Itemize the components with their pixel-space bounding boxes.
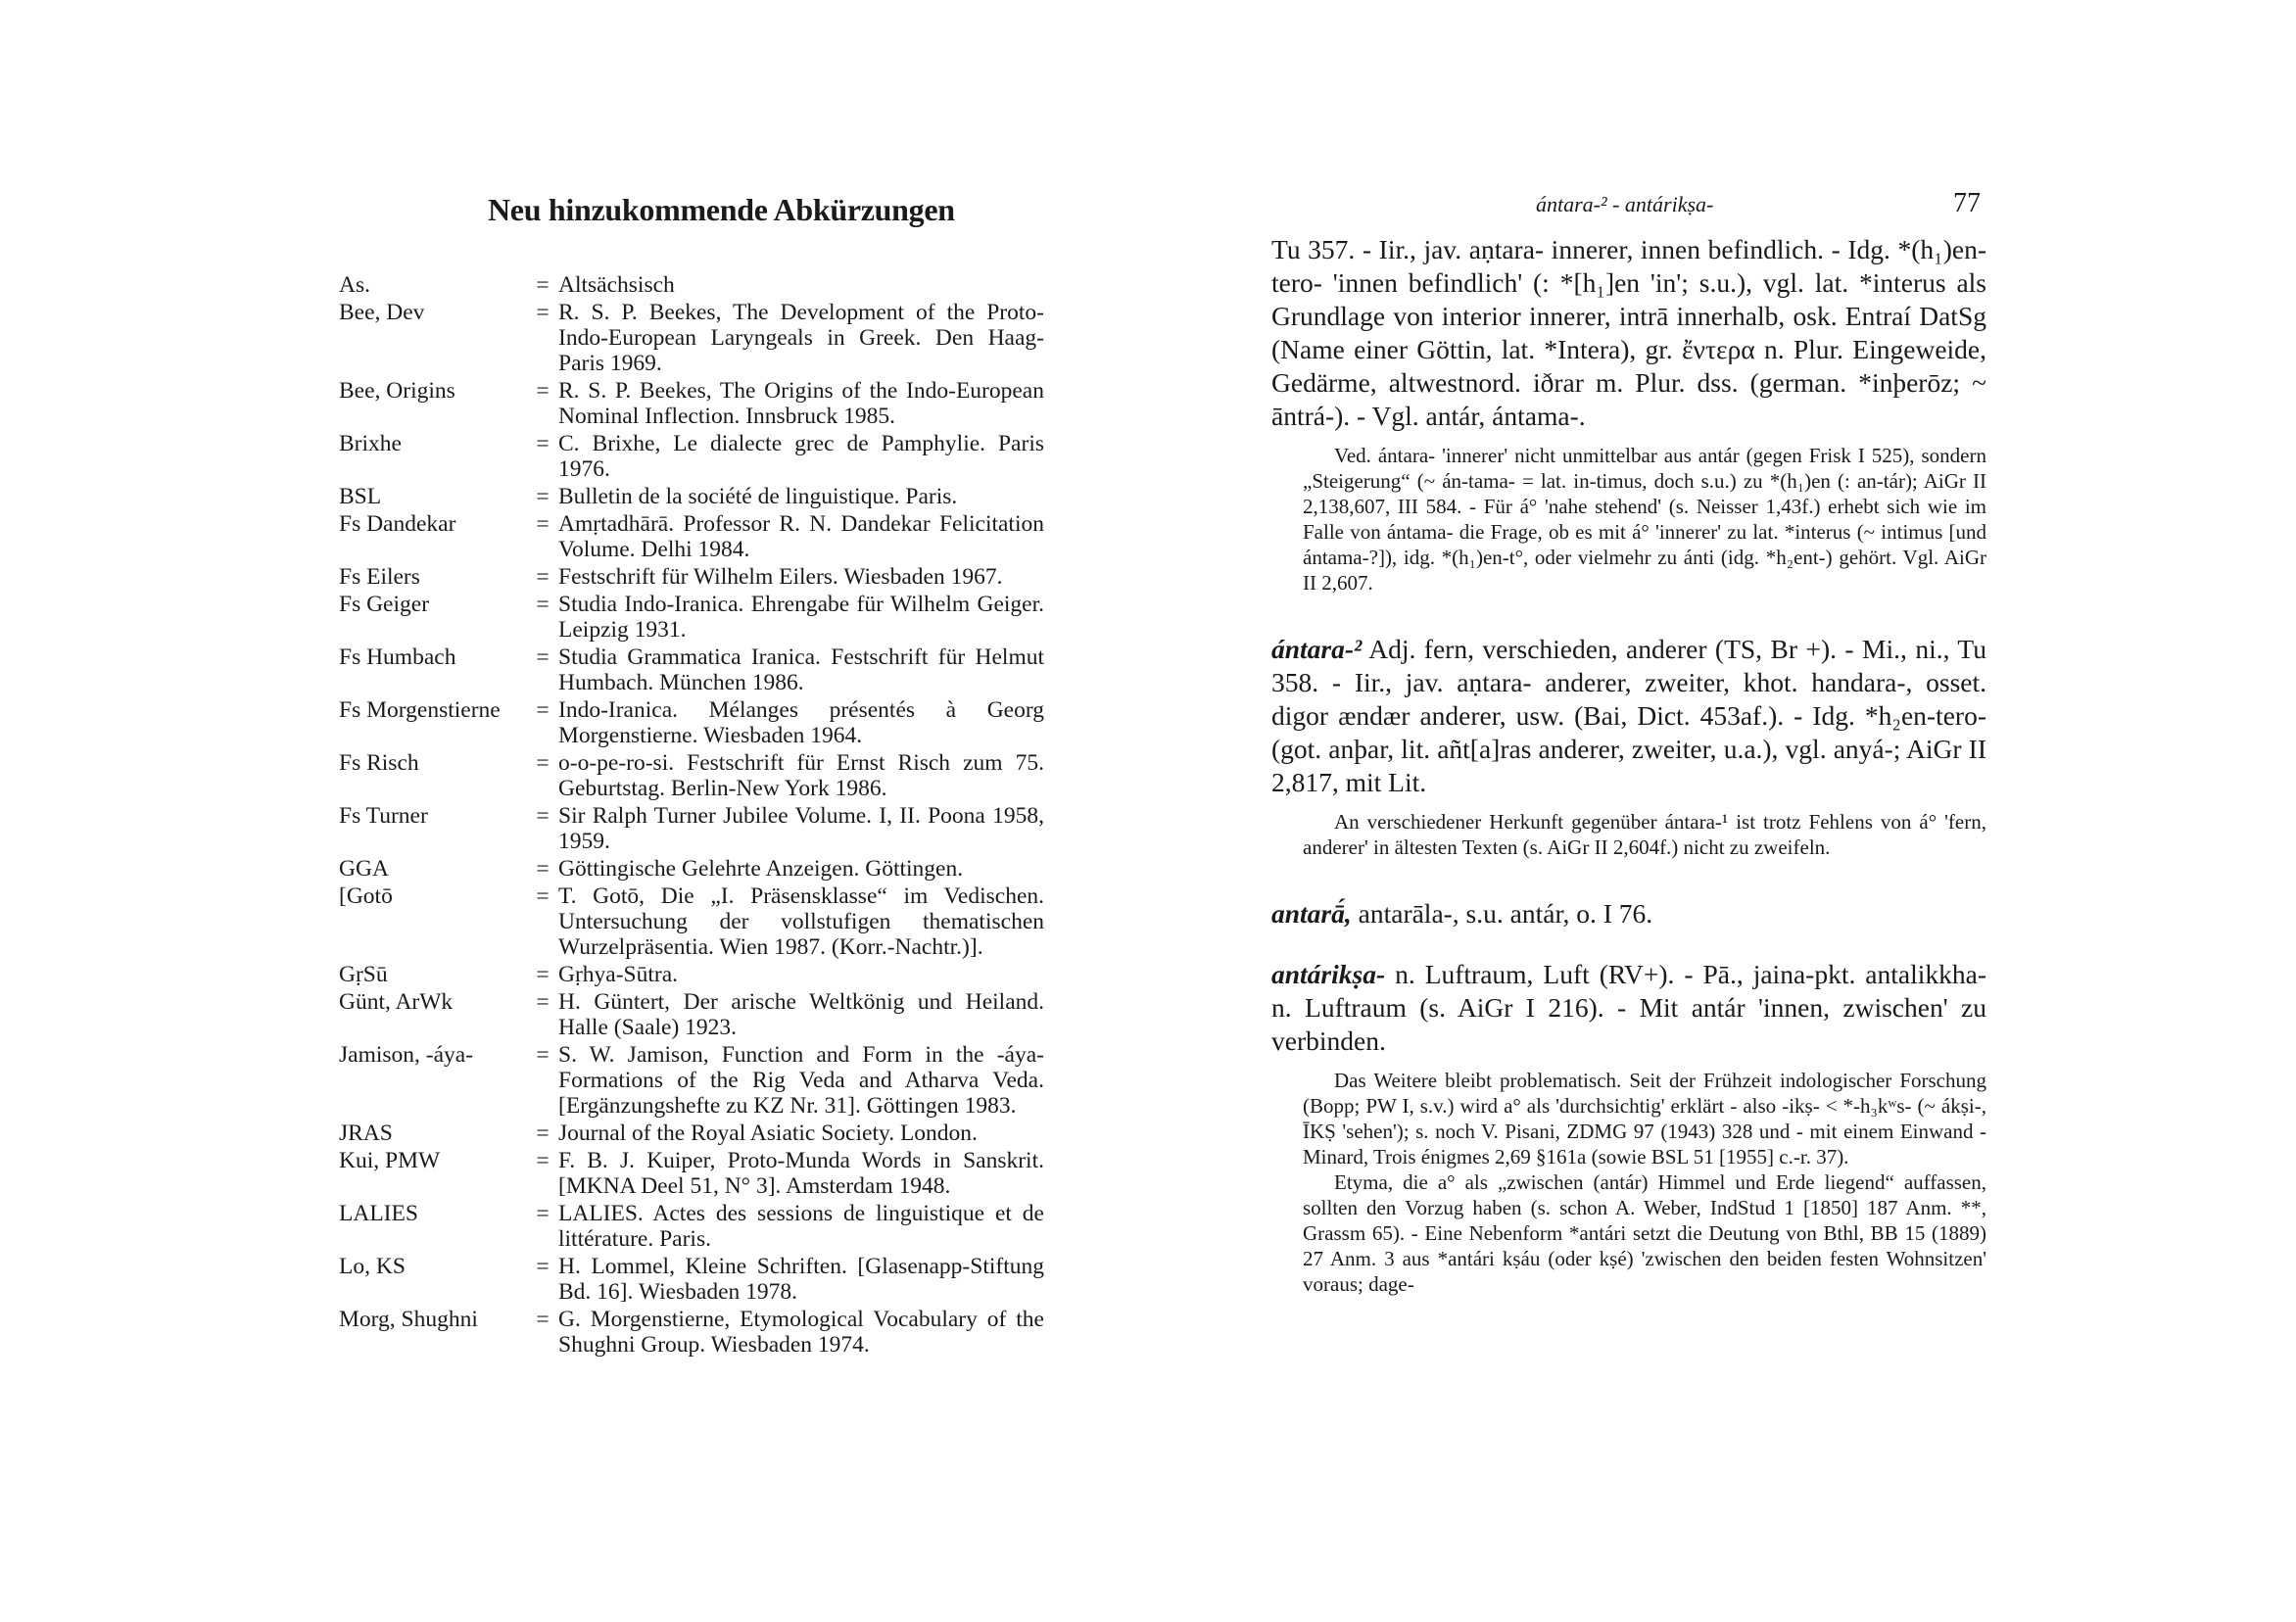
entry-note: Etyma, die a° als „zwischen (antár) Himmel und Erde liegend“ auffassen, sollten den Vorzug haben (s. schon A. Weber, IndStud 1 [1850] 187 Anm. **, Grassm 65). - Eine Nebenform *antári setzt die Deutung von Bthl, BB 15 (1889) 27 Anm. 3 aus *antári kṣáu (oder kṣé) 'zwischen den beiden festen Wohnsitzen' voraus; dage- — [1303, 1170, 1986, 1296]
abbreviation-row — [339, 989, 1064, 1040]
page-title: Neu hinzukommende Abkürzungen — [488, 192, 955, 227]
entry-note: An verschiedener Herkunft gegenüber ántara-¹ ist trotz Fehlens von á° 'fern, anderer' in ältesten Texten (s. AiGr II 2,604f.) nicht zu zweifeln. — [1303, 810, 1986, 859]
entry-text: n. Luftraum, Luft (RV+). - Pā., jaina-pkt. antalikkha- n. Luftraum (s. AiGr I 216). - Mit antár 'innen, zwischen' zu verbinden. — [1271, 959, 1986, 1056]
entry-text: antarāla-, s.u. antár, o. I 76. — [1358, 898, 1653, 929]
right-page — [1148, 0, 2296, 1622]
equals-sign: = — [536, 1042, 550, 1068]
equals-sign: = — [536, 592, 550, 617]
abbreviation-definition: Festschrift für Wilhelm Eilers. Wiesbaden 1967. — [558, 564, 1003, 590]
running-head: ántara-² - antárikṣa- — [1536, 192, 1714, 216]
abbreviation-row — [339, 1307, 1064, 1358]
abbreviation-term: Jamison, -áya- — [339, 1042, 474, 1068]
abbreviation-definition: Indo-Iranica. Mélanges présentés à Georg Morgenstierne. Wiesbaden 1964. — [558, 697, 1044, 748]
equals-sign: = — [536, 856, 550, 882]
abbreviation-definition: Studia Grammatica Iranica. Festschrift für Helmut Humbach. München 1986. — [558, 644, 1044, 695]
abbreviation-definition: LALIES. Actes des sessions de linguistique et de littérature. Paris. — [558, 1201, 1044, 1252]
equals-sign: = — [536, 1201, 550, 1226]
abbreviation-term: LALIES — [339, 1201, 418, 1226]
abbreviation-definition: Amṛtadhārā. Professor R. N. Dandekar Felicitation Volume. Delhi 1984. — [558, 511, 1044, 562]
abbreviation-definition: F. B. J. Kuiper, Proto-Munda Words in Sanskrit. [MKNA Deel 51, N° 3]. Amsterdam 1948. — [558, 1148, 1044, 1199]
abbreviation-row — [339, 378, 1064, 429]
abbreviation-definition: Bulletin de la société de linguistique. Paris. — [558, 484, 958, 509]
abbreviation-list — [339, 272, 1064, 1360]
entry-antara-2 — [1271, 633, 1986, 799]
headword: ántara-² — [1271, 634, 1363, 664]
abbreviation-term: GGA — [339, 856, 389, 882]
equals-sign: = — [536, 564, 550, 590]
abbreviation-term: Fs Risch — [339, 750, 419, 776]
abbreviation-term: Brixhe — [339, 431, 402, 456]
abbreviation-definition: R. S. P. Beekes, The Origins of the Indo-European Nominal Inflection. Innsbruck 1985. — [558, 378, 1044, 429]
entry-continuation: Tu 357. - Iir., jav. aṇtara- innerer, innen befindlich. - Idg. *(h₁)en-tero- 'innen befindlich' (: *[h₁]en 'in'; s.u.), vgl. lat. *interus als Grundlage von interior innerer, intrā innerhalb, osk. Entraí DatSg (Name einer Göttin, lat. *Intera), gr. ἔντερα n. Plur. Eingeweide, Gedärme, altwestnord. iðrar m. Plur. dss. (german. *inþerōz; ~ āntrá-). - Vgl. antár, ántama-. — [1271, 234, 1986, 431]
abbreviation-term: [Gotō — [339, 883, 393, 909]
abbreviation-definition: H. Güntert, Der arische Weltkönig und Heiland. Halle (Saale) 1923. — [558, 989, 1044, 1040]
abbreviation-term: Bee, Dev — [339, 300, 425, 325]
abbreviation-row — [339, 750, 1064, 801]
abbreviation-definition: G. Morgenstierne, Etymological Vocabulary of the Shughni Group. Wiesbaden 1974. — [558, 1307, 1044, 1358]
abbreviation-definition: Journal of the Royal Asiatic Society. London. — [558, 1121, 978, 1146]
entry-note: Ved. ántara- 'innerer' nicht unmittelbar aus antár (gegen Frisk I 525), sondern „Steigerung“ (~ án-tama- = lat. in-timus, doch s.u.) zu *(h₁)en (: an-tár); AiGr II 2,138,607, III 584. - Für á° 'nahe stehend' (s. Neisser 1,43f.) erhebt sich wie im Falle von ántama- die Frage, ob es mit á° 'innerer' zu lat. *interus (~ intimus [und ántama-?]), idg. *(h₁)en-t°, oder vielmehr zu ánti (idg. *h₂ent-) gehört. Vgl. AiGr II 2,607. — [1303, 444, 1986, 595]
entry-antariksa — [1271, 958, 1986, 1058]
equals-sign: = — [536, 1307, 550, 1332]
abbreviation-row — [339, 272, 1064, 298]
abbreviation-row — [339, 300, 1064, 376]
abbreviation-row — [339, 592, 1064, 643]
equals-sign: = — [536, 803, 550, 829]
entry-antara — [1271, 897, 1986, 930]
abbreviation-term: Fs Dandekar — [339, 511, 456, 537]
abbreviation-term: Kui, PMW — [339, 1148, 441, 1173]
abbreviation-definition: Sir Ralph Turner Jubilee Volume. I, II. Poona 1958, 1959. — [558, 803, 1044, 854]
abbreviation-term: JRAS — [339, 1121, 393, 1146]
abbreviation-row — [339, 1042, 1064, 1119]
equals-sign: = — [536, 431, 550, 456]
abbreviation-row — [339, 484, 1064, 509]
headword: antarā́, — [1271, 898, 1352, 929]
abbreviation-definition: S. W. Jamison, Function and Form in the -áya-Formations of the Rig Veda and Atharva Veda. [Ergänzungshefte zu KZ Nr. 31]. Göttingen 1983. — [558, 1042, 1044, 1119]
equals-sign: = — [536, 511, 550, 537]
abbreviation-term: Bee, Origins — [339, 378, 455, 404]
abbreviation-definition: o-o-pe-ro-si. Festschrift für Ernst Risch zum 75. Geburtstag. Berlin-New York 1986. — [558, 750, 1044, 801]
abbreviation-row — [339, 962, 1064, 987]
abbreviation-term: Morg, Shughni — [339, 1307, 478, 1332]
abbreviation-definition: R. S. P. Beekes, The Development of the Proto-Indo-European Laryngeals in Greek. Den Haag-Paris 1969. — [558, 300, 1044, 376]
abbreviation-definition: Altsächsisch — [558, 272, 675, 298]
abbreviation-term: BSL — [339, 484, 382, 509]
page-number: 77 — [1953, 188, 1981, 218]
equals-sign: = — [536, 750, 550, 776]
headword: antárikṣa- — [1271, 959, 1386, 989]
equals-sign: = — [536, 300, 550, 325]
abbreviation-definition: T. Gotō, Die „I. Präsensklasse“ im Vedischen. Untersuchung der vollstufigen thematischen Wurzelpräsentia. Wien 1987. (Korr.-Nachtr.)]. — [558, 883, 1044, 960]
abbreviation-row — [339, 803, 1064, 854]
abbreviation-term: GṛSū — [339, 962, 388, 987]
abbreviation-row — [339, 511, 1064, 562]
abbreviation-row — [339, 856, 1064, 882]
equals-sign: = — [536, 1121, 550, 1146]
abbreviation-row — [339, 1121, 1064, 1146]
abbreviation-term: Fs Eilers — [339, 564, 420, 590]
abbreviation-row — [339, 1201, 1064, 1252]
abbreviation-definition: H. Lommel, Kleine Schriften. [Glasenapp-Stiftung Bd. 16]. Wiesbaden 1978. — [558, 1254, 1044, 1305]
equals-sign: = — [536, 272, 550, 298]
abbreviation-term: Fs Turner — [339, 803, 428, 829]
equals-sign: = — [536, 697, 550, 723]
abbreviation-definition: Studia Indo-Iranica. Ehrengabe für Wilhelm Geiger. Leipzig 1931. — [558, 592, 1044, 643]
abbreviation-row — [339, 883, 1064, 960]
equals-sign: = — [536, 484, 550, 509]
equals-sign: = — [536, 378, 550, 404]
abbreviation-term: Fs Morgenstierne — [339, 697, 501, 723]
equals-sign: = — [536, 989, 550, 1015]
abbreviation-term: Fs Geiger — [339, 592, 430, 617]
equals-sign: = — [536, 644, 550, 670]
abbreviation-row — [339, 431, 1064, 482]
abbreviation-row — [339, 644, 1064, 695]
entry-note: Das Weitere bleibt problematisch. Seit der Frühzeit indologischer Forschung (Bopp; PW I, s.v.) wird a° als 'durchsichtig' erklärt - also -ikṣ- < *-h₃kʷs- (~ ákṣi-, ĪKṢ 'sehen'); s. noch V. Pisani, ZDMG 97 (1943) 328 und - mit einem Einwand - Minard, Trois énigmes 2,69 §161a (sowie BSL 51 [1955] c.-r. 37). — [1303, 1069, 1986, 1169]
abbreviation-definition: Gṛhya-Sūtra. — [558, 962, 679, 987]
abbreviation-definition: C. Brixhe, Le dialecte grec de Pamphylie. Paris 1976. — [558, 431, 1044, 482]
abbreviation-row — [339, 1254, 1064, 1305]
abbreviation-term: As. — [339, 272, 370, 298]
abbreviation-row — [339, 1148, 1064, 1199]
dictionary-entries — [1271, 233, 1986, 1297]
abbreviation-term: Günt, ArWk — [339, 989, 454, 1015]
abbreviation-row — [339, 564, 1064, 590]
equals-sign: = — [536, 1254, 550, 1279]
entry-text: Adj. fern, verschieden, anderer (TS, Br +). - Mi., ni., Tu 358. - Iir., jav. aṇtara- anderer, zweiter, khot. handara-, osset. digor ændær anderer, usw. (Bai, Dict. 453af.). - Idg. *h₂en-tero- (got. anþar, lit. añt[a]ras anderer, zweiter, u.a.), vgl. anyá-; AiGr II 2,817, mit Lit. — [1271, 634, 1987, 797]
abbreviation-term: Fs Humbach — [339, 644, 456, 670]
abbreviation-term: Lo, KS — [339, 1254, 406, 1279]
equals-sign: = — [536, 962, 550, 987]
equals-sign: = — [536, 883, 550, 909]
equals-sign: = — [536, 1148, 550, 1173]
abbreviation-definition: Göttingische Gelehrte Anzeigen. Göttingen. — [558, 856, 964, 882]
abbreviation-row — [339, 697, 1064, 748]
